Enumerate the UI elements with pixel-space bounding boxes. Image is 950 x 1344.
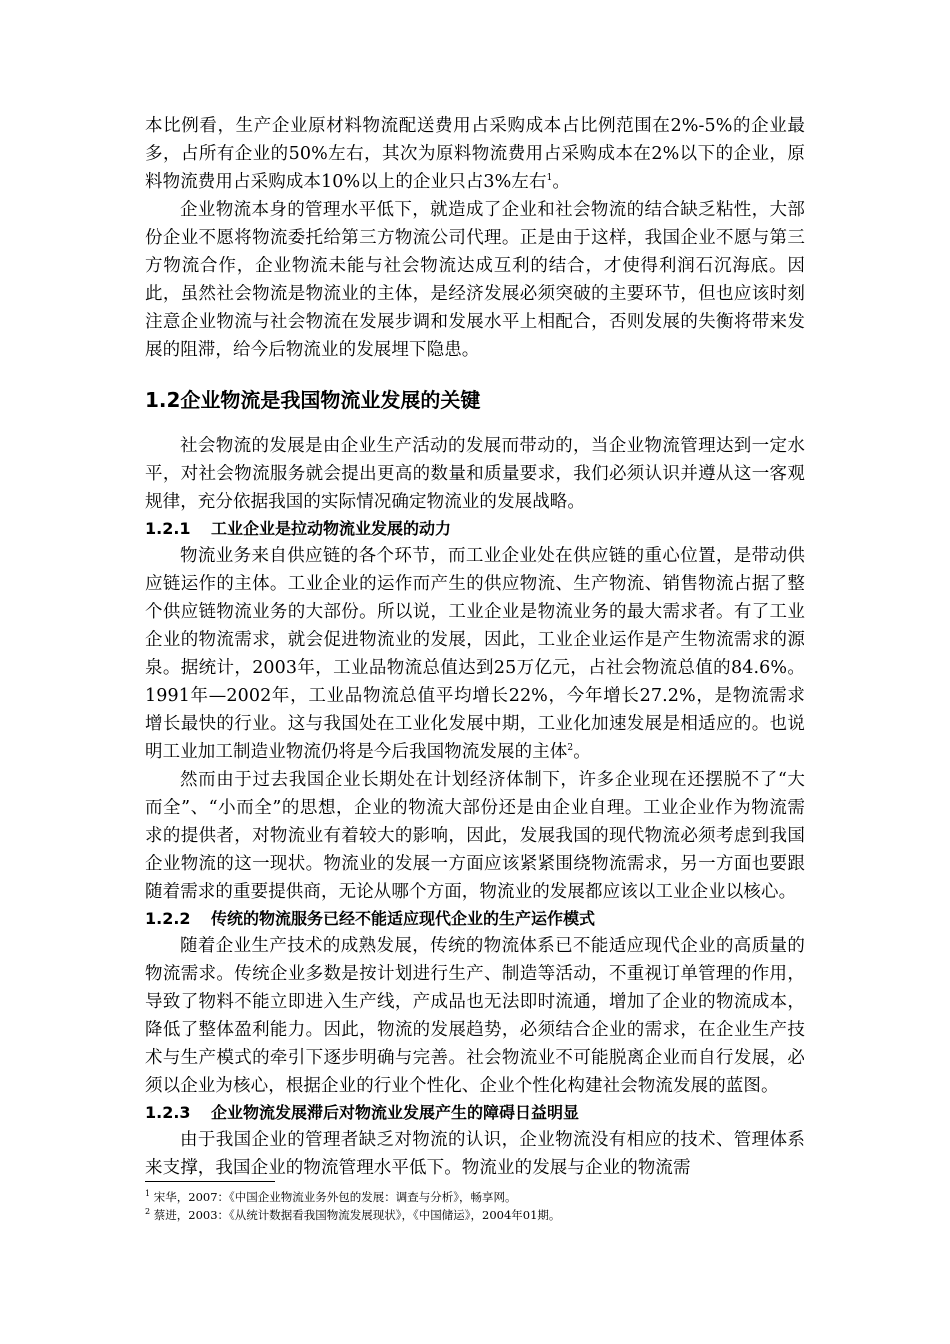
footnote-1 xyxy=(145,1188,805,1206)
document-body xyxy=(145,112,805,1182)
subsection-title: 工业企业是拉动物流业发展的动力 xyxy=(211,519,452,538)
footnote-mark: 2 xyxy=(145,1207,151,1217)
paragraph-section-intro: 社会物流的发展是由企业生产活动的发展而带动的，当企业物流管理达到一定水平，对社会物流服务就会提出更高的数量和质量要求，我们必须认识并遵从这一客观规律，充分依据我国的实际情况确定物流业的发展战略。 xyxy=(145,436,805,512)
subsection-number: 1.2.2 xyxy=(145,909,191,928)
subsection-title: 企业物流发展滞后对物流业发展产生的障碍日益明显 xyxy=(211,1103,580,1122)
footnote-text: 宋华，2007：《中国企业物流业务外包的发展：调查与分析》，畅享网。 xyxy=(153,1190,517,1204)
subsection-title: 传统的物流服务已经不能适应现代企业的生产运作模式 xyxy=(211,909,596,928)
footnote-mark: 1 xyxy=(145,1189,151,1199)
footnote-separator xyxy=(145,1181,275,1182)
footnote-ref-1[interactable]: 1 xyxy=(546,173,553,184)
subsection-number: 1.2.1 xyxy=(145,519,191,538)
paragraph-industrial-demand: 物流业务来自供应链的各个环节，而工业企业处在供应链的重心位置，是带动供应链运作的主体。工业企业的运作而产生的供应物流、生产物流、销售物流占据了整个供应链物流业务的大部份。所以说，工业企业是物流业务的最大需求者。有了工业企业的物流需求，就会促进物流业的发展，因此，工业企业运作是产生物流需求的源泉。据统计，2003年，工业品物流总值达到25万亿元，占社会物流总值的84.6%。1991年—2002年，工业品物流总值平均增长22%，今年增长27.2%，是物流需求增长最快的行业。这与我国处在工业化发展中期，工业化加速发展是相适应的。也说明工业加工制造业物流仍将是今后我国物流发展的主体$^2$。 xyxy=(145,546,805,762)
subsection-number: 1.2.3 xyxy=(145,1103,191,1122)
footnote-text: 蔡进，2003：《从统计数据看我国物流发展现状》，《中国储运》，2004年01期。 xyxy=(153,1208,561,1222)
subsection-heading-1-2-3 xyxy=(145,1100,805,1126)
footnote-2 xyxy=(145,1206,805,1224)
section-heading-1-2: 1.2企业物流是我国物流业发展的关键 xyxy=(145,388,481,412)
paragraph-management-lag: 由于我国企业的管理者缺乏对物流的认识，企业物流没有相应的技术、管理体系来支撑，我国企业的物流管理水平低下。物流业的发展与企业的物流需 xyxy=(145,1130,805,1178)
footnote-ref-2[interactable]: 2 xyxy=(567,743,574,754)
paragraph-traditional-logistics: 随着企业生产技术的成熟发展，传统的物流体系已不能适应现代企业的高质量的物流需求。传统企业多数是按计划进行生产、制造等活动，不重视订单管理的作用，导致了物料不能立即进入生产线，产成品也无法即时流通，增加了企业的物流成本，降低了整体盈利能力。因此，物流的发展趋势，必须结合企业的需求，在企业生产技术与生产模式的牵引下逐步明确与完善。社会物流业不可能脱离企业而自行发展，必须以企业为核心，根据企业的行业个性化、企业个性化构建社会物流发展的蓝图。 xyxy=(145,936,805,1096)
paragraph-enterprise-logistics-level: 企业物流本身的管理水平低下，就造成了企业和社会物流的结合缺乏粘性，大部份企业不愿将物流委托给第三方物流公司代理。正是由于这样，我国企业不愿与第三方物流合作，企业物流未能与社会物流达成互利的结合，才使得利润石沉海底。因此，虽然社会物流是物流业的主体，是经济发展必须突破的主要环节，但也应该时刻注意企业物流与社会物流在发展步调和发展水平上相配合，否则发展的失衡将带来发展的阻滞，给今后物流业的发展埋下隐患。 xyxy=(145,200,805,360)
paragraph-cost-ratio: 本比例看，生产企业原材料物流配送费用占采购成本占比例范围在2%-5%的企业最多，占所有企业的50%左右，其次为原料物流费用占采购成本在2%以下的企业，原料物流费用占采购成本10%以上的企业只占3%左右$^1$。 xyxy=(145,116,805,192)
footnotes xyxy=(145,1181,805,1224)
subsection-heading-1-2-2 xyxy=(145,906,805,932)
paragraph-planned-economy: 然而由于过去我国企业长期处在计划经济体制下，许多企业现在还摆脱不了“大而全”、“小而全”的思想，企业的物流大部份还是由企业自理。工业企业作为物流需求的提供者，对物流业有着较大的影响，因此，发展我国的现代物流必须考虑到我国企业物流的这一现状。物流业的发展一方面应该紧紧围绕物流需求，另一方面也要跟随着需求的重要提供商，无论从哪个方面，物流业的发展都应该以工业企业以核心。 xyxy=(145,770,805,902)
subsection-heading-1-2-1 xyxy=(145,516,805,542)
